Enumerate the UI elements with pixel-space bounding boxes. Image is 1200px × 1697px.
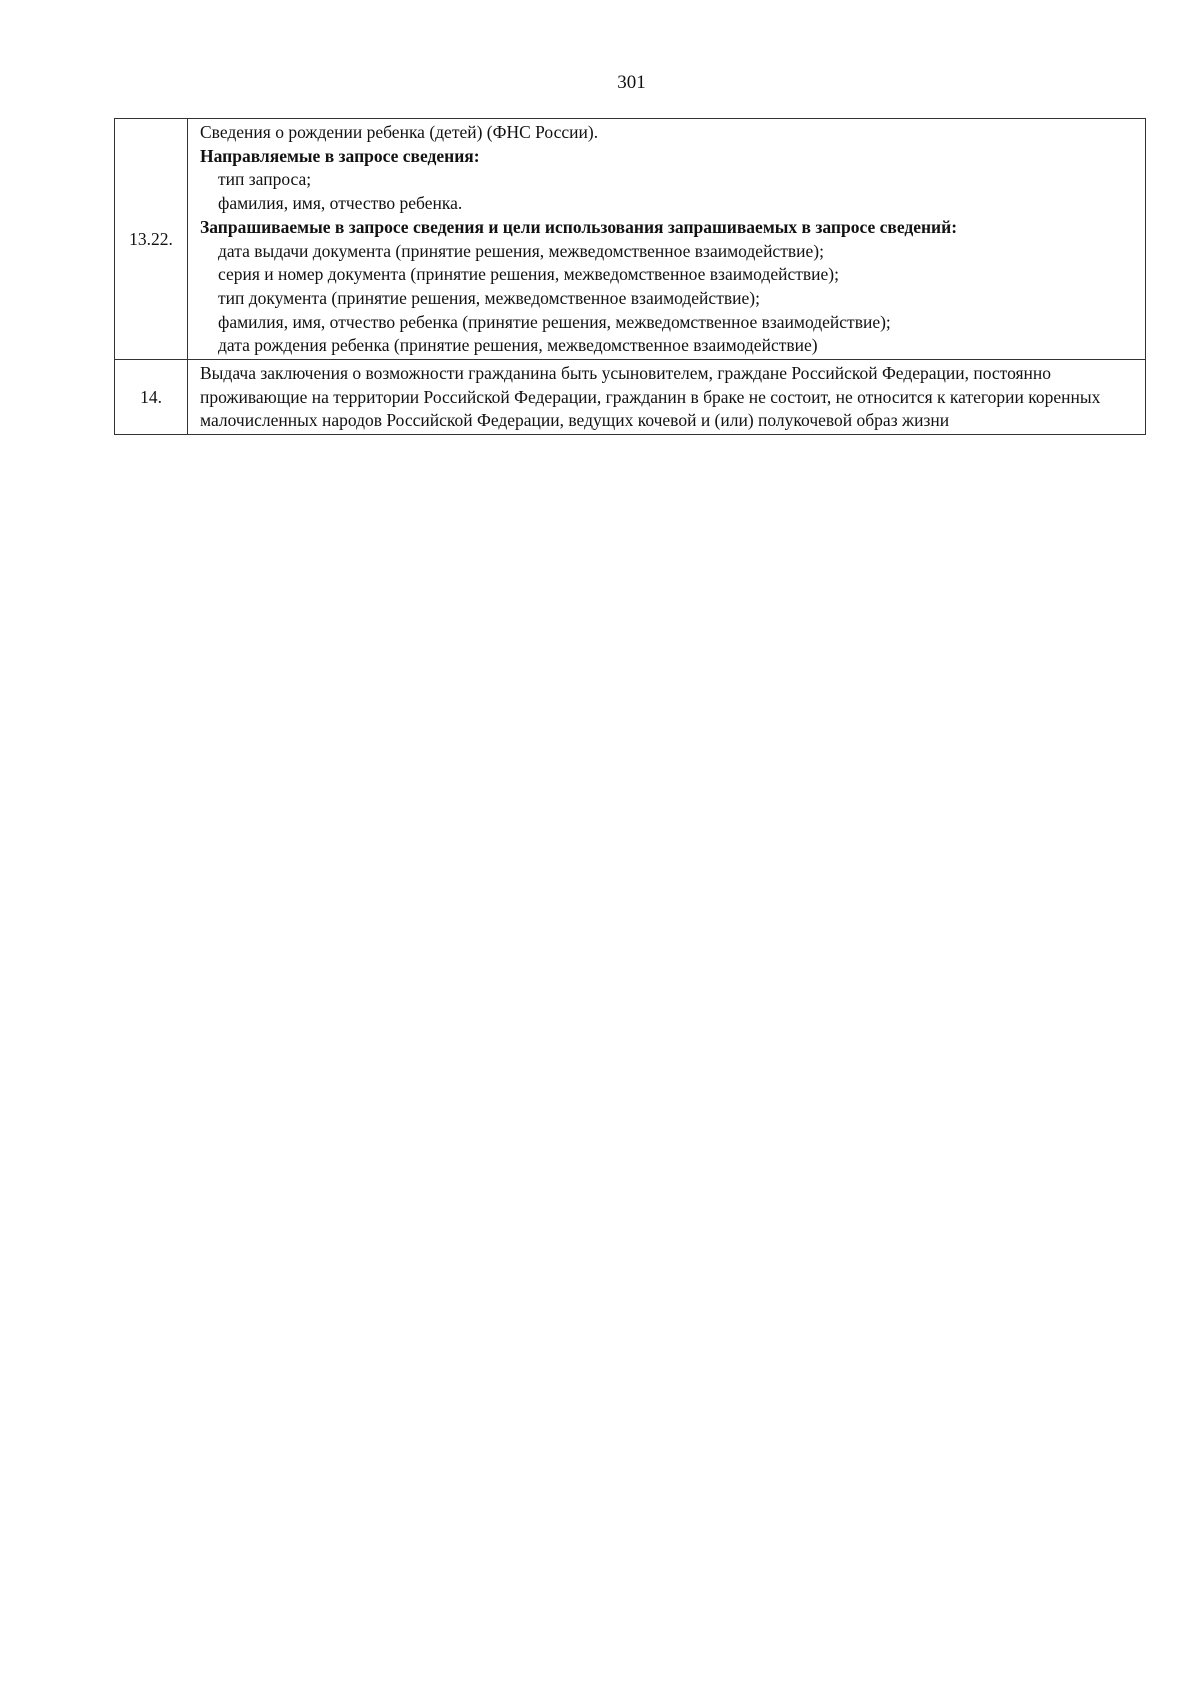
row-title: Сведения о рождении ребенка (детей) (ФНС России). <box>200 122 599 142</box>
sent-info-item: тип запроса; <box>218 169 312 190</box>
sent-info-heading: Направляемые в запросе сведения: <box>200 145 480 166</box>
requested-info-item: серия и номер документа (принятие решения, межведомственное взаимодействие); <box>218 264 839 285</box>
requested-info-item: дата выдачи документа (принятие решения, межведомственное взаимодействие); <box>218 240 824 261</box>
page-number: 301 <box>617 72 646 93</box>
requested-info-item: дата рождения ребенка (принятие решения, межведомственное взаимодействие) <box>218 335 818 356</box>
document-table <box>114 118 1146 435</box>
row-content-cell <box>188 360 1146 435</box>
row-content-cell <box>188 119 1146 360</box>
row-number-cell: 13.22. <box>115 119 188 360</box>
sent-info-item: фамилия, имя, отчество ребенка. <box>218 193 463 214</box>
row-number-cell: 14. <box>115 360 188 435</box>
requested-info-heading: Запрашиваемые в запросе сведения и цели использования запрашиваемых в запросе сведений: <box>200 216 958 237</box>
requested-info-item: тип документа (принятие решения, межведомственное взаимодействие); <box>218 287 760 308</box>
table-row-14 <box>115 360 1146 435</box>
table-row-13-22 <box>115 119 1146 360</box>
requested-info-item: фамилия, имя, отчество ребенка (принятие решения, межведомственное взаимодействие); <box>218 311 891 332</box>
row-paragraph: Выдача заключения о возможности гражданина быть усыновителем, граждане Российской Федерации, постоянно проживающие на территории Российской Федерации, гражданин в браке не состоит, не относится к категории коренных малочисленных народов Российской Федерации, ведущих кочевой и (или) полукочевой образ жизни <box>200 363 1101 431</box>
